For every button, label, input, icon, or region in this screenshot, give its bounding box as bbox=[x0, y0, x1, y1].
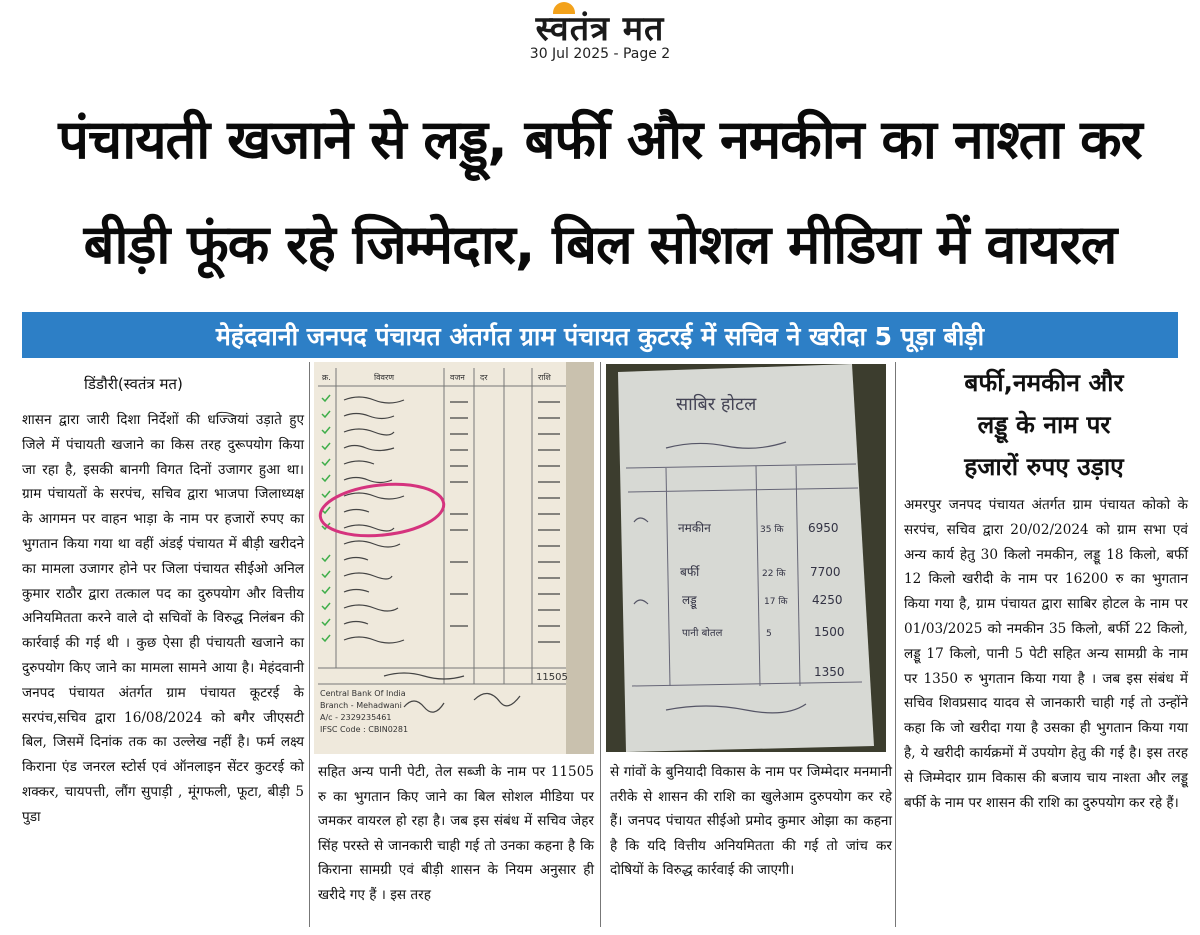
hotel-row-4-qty: 5 bbox=[766, 629, 772, 639]
date-page: 30 Jul 2025 - Page 2 bbox=[529, 46, 671, 62]
hotel-row-3-qty: 17 कि bbox=[764, 597, 788, 607]
subheadline-banner bbox=[22, 312, 1178, 358]
hotel-name: साबिर होटल bbox=[676, 394, 757, 415]
bill-col-item: विवरण bbox=[374, 373, 395, 382]
bank-line-3: A/c - 2329235461 bbox=[320, 713, 392, 722]
column-divider bbox=[600, 362, 601, 927]
hotel-row-1-amount: 6950 bbox=[808, 521, 839, 535]
article-column-2: सहित अन्य पानी पेटी, तेल सब्जी के नाम पर 11505 रु का भुगतान किए जाने का बिल सोशल मीडिया पर जमकर वायरल हो रहा है। जब इस संबंध में सचिव जेहर सिंह परस्ते से जानकारी चाही गई तो उनका कहना है कि किराना सामग्री एवं बीड़ी शासन के नियम अनुसार ही खरीदे गए हैं । इस तरह bbox=[318, 764, 594, 903]
byline: डिंडौरी(स्वतंत्र मत) bbox=[84, 375, 183, 393]
hotel-row-3-amount: 4250 bbox=[812, 593, 843, 607]
hotel-row-1-item: नमकीन bbox=[678, 521, 711, 535]
hotel-row-2-amount: 7700 bbox=[810, 565, 841, 579]
hotel-row-2-qty: 22 कि bbox=[762, 569, 786, 579]
hotel-row-2-item: बर्फी bbox=[680, 565, 700, 579]
grocery-bill-drawing bbox=[314, 362, 594, 754]
bank-line-2: Branch - Mehadwani bbox=[320, 701, 402, 710]
bank-line-4: IFSC Code : CBIN0281 bbox=[320, 725, 409, 734]
hotel-row-3-item: लड्डू bbox=[682, 593, 697, 607]
masthead bbox=[0, 0, 1200, 72]
bill-col-rate: दर bbox=[480, 373, 488, 382]
sidebar-body: अमरपुर जनपद पंचायत अंतर्गत ग्राम पंचायत कोको के सरपंच, सचिव द्वारा 20/02/2024 को ग्राम सभा एवं अन्य कार्य हेतु 30 किलो नमकीन, लड्डू 18 किलो, बर्फी 12 किलो खरीदी के नाम पर 16200 रु का भुगतान किया गया है, ग्राम पंचायत द्वारा साबिर होटल के नाम पर 01/03/2025 को नमकीन 35 किलो, बर्फी 22 किलो, लड्डू 17 किलो, पानी 5 पेटी सहित अन्य सामग्री के नाम पर 1350 रु भुगतान किया गया है । जब इस संबंध में सचिव शिवप्रसाद यादव से जानकारी चाही गई तो उन्होंने कहा कि जो खरीदा गया है उसका ही भुगतान किया गया है, ये खरीदी कार्यक्रमों में उपयोग हेतु की गई है। इस तरह से जिम्मेदार ग्राम विकास की बजाय चाय नाश्ता और लड्डू बर्फी के नाम पर शासन की राशि का दुरुपयोग कर रहे हैं। bbox=[904, 497, 1188, 811]
bank-line-1: Central Bank Of India bbox=[320, 689, 406, 698]
grocery-bill-photo bbox=[314, 362, 594, 754]
hotel-bill-drawing bbox=[606, 364, 886, 752]
sidebar-headline-3: हजारों रुपए उड़ाए bbox=[964, 452, 1124, 481]
newspaper-name: स्वतंत्र मत bbox=[535, 9, 665, 49]
hotel-row-4-amount: 1500 bbox=[814, 625, 845, 639]
headline-line-1: पंचायती खजाने से लड्डू, बर्फी और नमकीन का नाश्ता कर bbox=[58, 108, 1142, 171]
hotel-total: 1350 bbox=[814, 665, 845, 679]
bill-total: 11505 bbox=[536, 672, 568, 683]
hotel-row-1-qty: 35 कि bbox=[760, 525, 784, 535]
article-column-1: शासन द्वारा जारी दिशा निर्देशों की धज्जियां उड़ाते हुए जिले में पंचायती खजाने का किस तरह दुरूपयोग किया जा रहा है, इसकी बानगी विगत दिनों उजागर हुआ था। ग्राम पंचायतों के सरपंच, सचिव द्वारा भाजपा जिलाध्यक्ष के आगमन पर वाहन भाड़ा के नाम पर हजारों रुपए का भुगतान किया गया था वहीं अंडई पंचायत में बीड़ी खरीदने का मामला उजागर होने पर जिला पंचायत सीईओ अनिल कुमार राठौर द्वारा तत्काल पद का दुरुपयोग और वित्तीय अनियमितता करने वाले दो सचिवों के विरुद्ध निलंबन की कार्रवाई की गई थी । कुछ ऐसा ही पंचायती खजाने का दुरुपयोग किए जाने का मामला सामने आया है। मेहंदवानी जनपद पंचायत अंतर्गत ग्राम पंचायत कूटरई के सरपंच,सचिव द्वारा 16/08/2024 को बगैर जीएसटी बिल, जिसमें दिनांक तक का उल्लेख नहीं है। फर्म लक्ष्य किराना एंड जनरल स्टोर्स एवं ऑनलाइन सेंटर कुटरई को शक्कर, चायपत्ती, लौंग सुपाड़ी , मूंगफली, फूटा, बीड़ी 5 पुडा bbox=[22, 412, 304, 825]
sidebar-headline-1: बर्फी,नमकीन और bbox=[964, 368, 1124, 397]
article-column-3: से गांवों के बुनियादी विकास के नाम पर जिम्मेदार मनमानी तरीके से शासन की राशि का खुलेआम दुरुपयोग कर रहे हैं। जनपद पंचायत सीईओ प्रमोद कुमार ओझा का कहना है कि यदि वित्तीय अनियमितता की गई तो जांच कर दोषियों के विरुद्ध कार्रवाई की जाएगी। bbox=[610, 764, 892, 879]
bill-col-sn: क्र. bbox=[322, 373, 331, 382]
hotel-bill-photo bbox=[606, 364, 886, 752]
column-divider bbox=[895, 362, 896, 927]
column-divider bbox=[309, 362, 310, 927]
bill-col-amount: राशि bbox=[538, 373, 551, 382]
bill-col-qty: वजन bbox=[450, 373, 465, 382]
hotel-row-4-item: पानी बोतल bbox=[682, 628, 723, 639]
subheadline-text: मेहंदवानी जनपद पंचायत अंतर्गत ग्राम पंचायत कुटरई में सचिव ने खरीदा 5 पूड़ा बीड़ी bbox=[215, 322, 985, 351]
headline-line-2: बीड़ी फूंक रहे जिम्मेदार, बिल सोशल मीडिया में वायरल bbox=[83, 213, 1117, 276]
sidebar-headline-2: लड्डू के नाम पर bbox=[977, 410, 1111, 439]
